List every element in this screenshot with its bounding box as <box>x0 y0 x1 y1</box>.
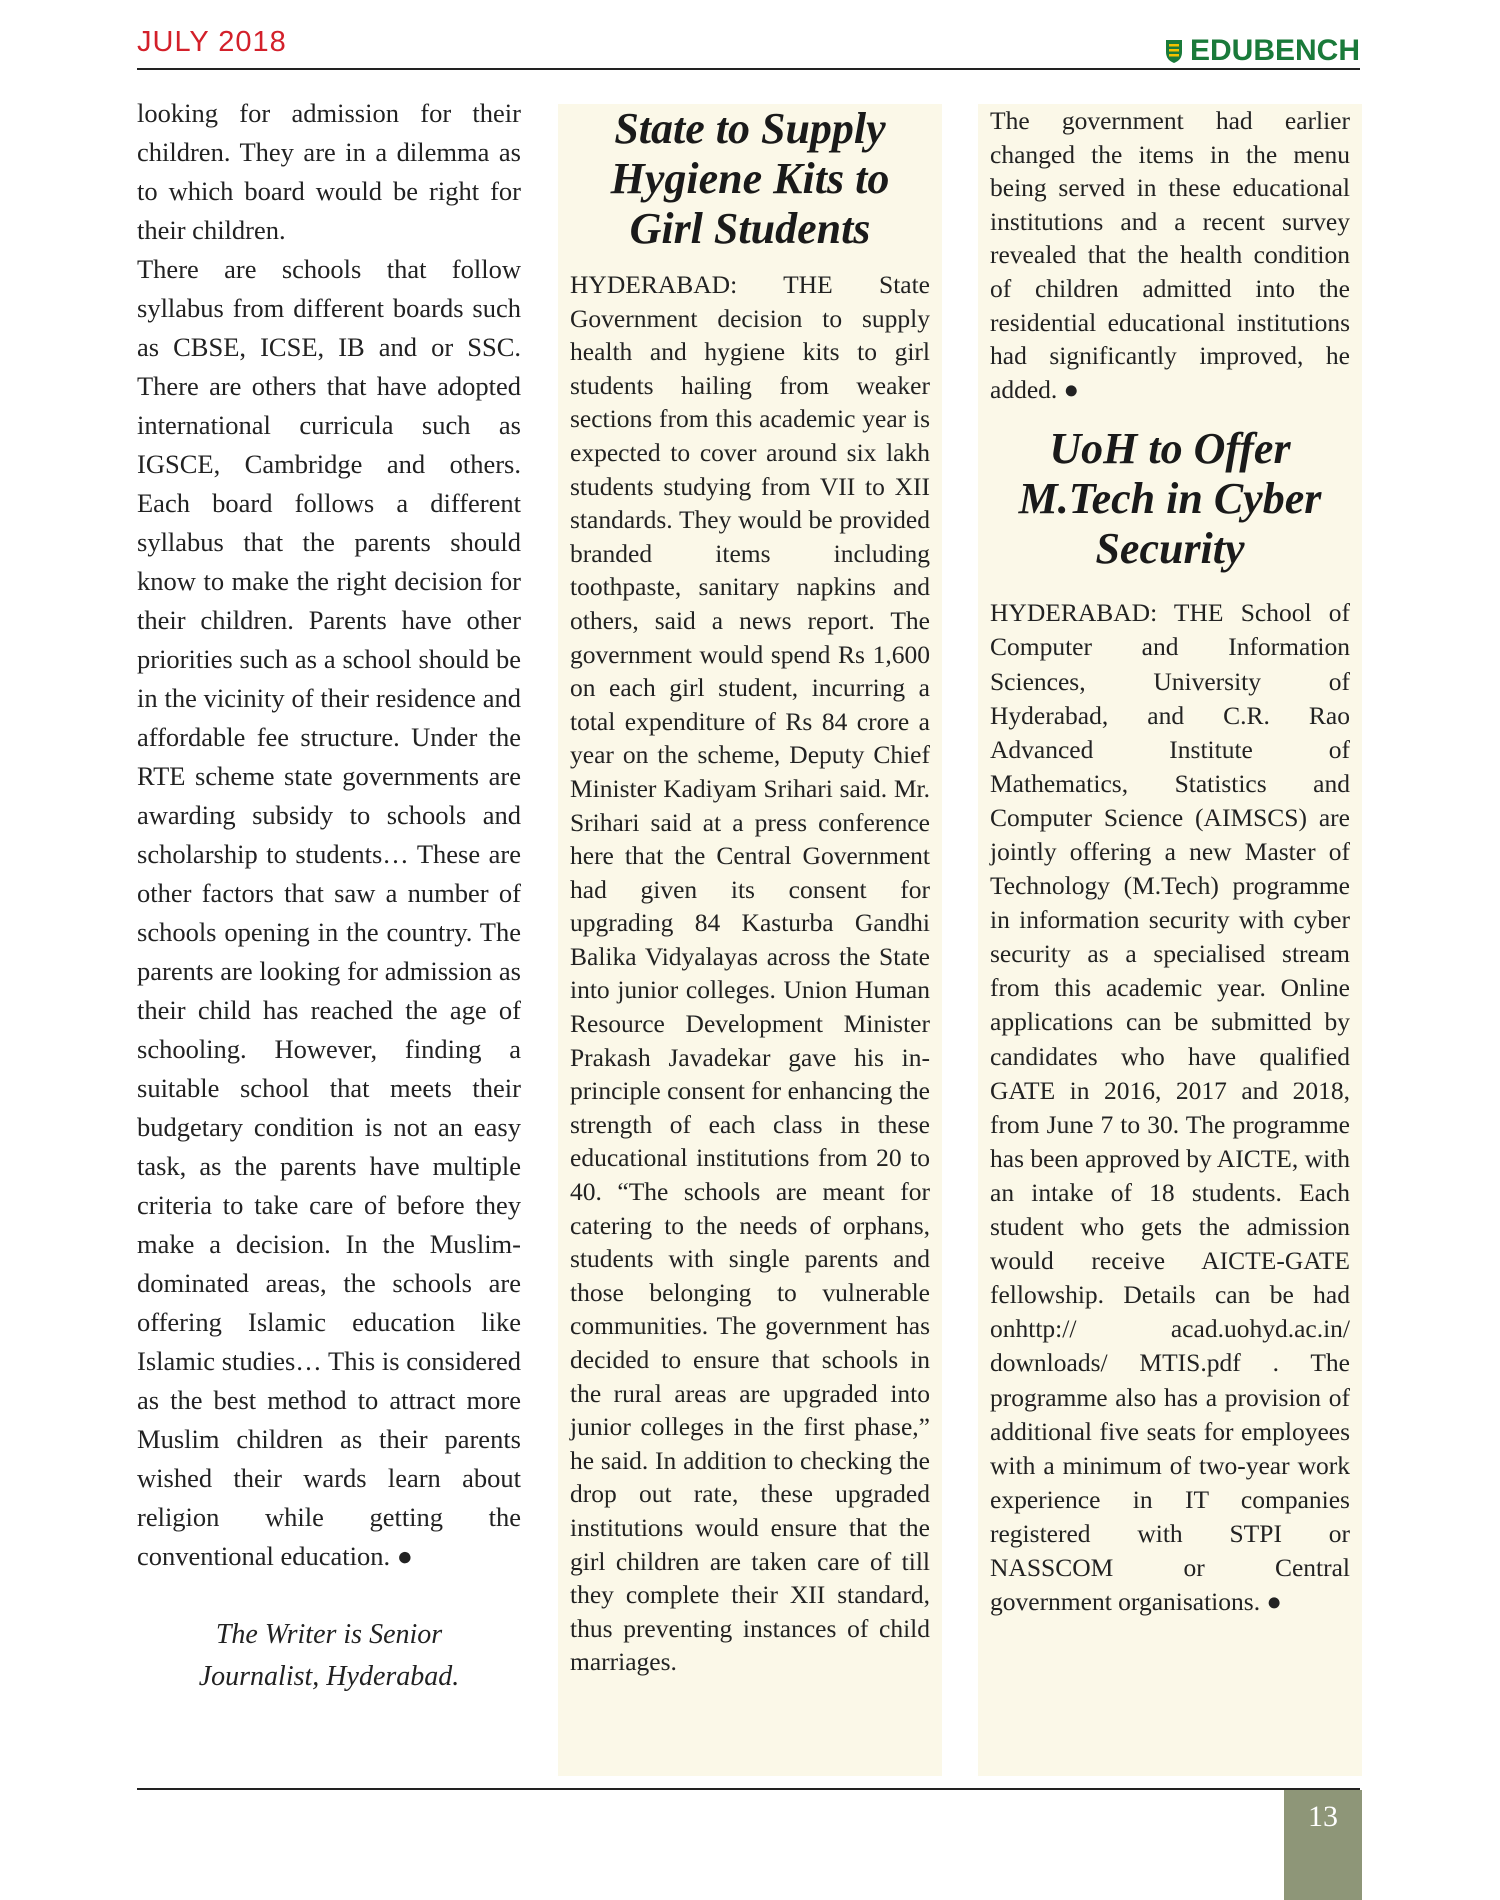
header-rule <box>137 68 1360 70</box>
column-right-article <box>978 104 1362 1776</box>
article-body: The government had earlier changed the items in the menu being served in these educational institutions and a recent survey revealed that the health condition of children admitted into the residential educational institutions had significantly improved, he added. ● <box>990 106 1350 404</box>
byline-line: The Writer is Senior <box>215 1619 443 1650</box>
article-body: HYDERABAD: THE School of Computer and Information Sciences, University of Hyderabad, and C.R. Rao Advanced Institute of Mathematics, Statistics and Computer Science (AIMSCS) are jointly offering a new Master of Technology (M.Tech) programme in information security with cyber security as a specialised stream from this academic year. Online applications can be submitted by candidates who have qualified GATE in 2016, 2017 and 2018, from June 7 to 30. The programme has been approved by AICTE, with an intake of 18 students. Each student who gets the admission would receive AICTE-GATE fellowship. Details can be had onhttp:// acad.uohyd.ac.in/ downloads/ MTIS.pdf . The programme also has a provision of additional five seats for employees with a minimum of two-year work experience in IT companies registered with STPI or NASSCOM or Central government organisations. ● <box>990 598 1350 1617</box>
column-middle-article <box>558 104 942 1776</box>
edubench-logo-icon <box>1164 38 1184 64</box>
article-paragraph: There are schools that follow syllabus from different boards such as CBSE, ICSE, IB and or SSC. There are others that have adopted international curricula such as IGSCE, Cambridge and others. Each board follows a different syllabus that the parents should know to make the right decision for their children. Parents have other priorities such as a school should be in the vicinity of their residence and affordable fee structure. Under the RTE scheme state governments are awarding subsidy to schools and scholarship to students… These are other factors that saw a number of schools opening in the country. The parents are looking for admission as their child has reached the age of schooling. However, finding a suitable school that meets their budgetary condition is not an easy task, as the parents have multiple criteria to take care of before they make a decision. In the Muslim-dominated areas, the schools are offering Islamic education like Islamic studies… This is considered as the best method to attract more Muslim children as their parents wished their wards learn about religion while getting the conventional education. ● <box>137 254 521 1571</box>
footer-rule <box>137 1788 1360 1790</box>
article-headline: State to Supply Hygiene Kits to Girl Students <box>610 104 890 253</box>
brand-name: EDUBENCH <box>1189 34 1360 67</box>
article-paragraph: looking for admission for their children. They are in a dilemma as to which board would be right for their children. <box>137 98 521 245</box>
byline-line: Journalist, Hyderabad. <box>198 1661 460 1692</box>
author-byline <box>137 1614 521 1698</box>
brand-logo <box>1164 34 1360 68</box>
issue-date: JULY 2018 <box>137 26 287 58</box>
article-body: HYDERABAD: THE State Government decision to supply health and hygiene kits to girl students hailing from weaker sections from this academic year is expected to cover around six lakh students studying from VII to XII standards. They would be provided branded items including toothpaste, sanitary napkins and others, said a news report. The government would spend Rs 1,600 on each girl student, incurring a total expenditure of Rs 84 crore a year on the scheme, Deputy Chief Minister Kadiyam Srihari said. Mr. Srihari said at a press conference here that the Central Government had given its consent for upgrading 84 Kasturba Gandhi Balika Vidyalayas across the State into junior colleges. Union Human Resource Development Minister Prakash Javadekar gave his in-principle consent for enhancing the strength of each class in these educational institutions from 20 to 40. “The schools are meant for catering to the needs of orphans, students with single parents and those belonging to vulnerable communities. The government has decided to ensure that schools in the rural areas are upgraded into junior colleges in the first phase,” he said. In addition to checking the drop out rate, these upgraded institutions would ensure that the girl children are taken care of till they complete their XII standard, thus preventing instances of child marriages. <box>570 270 930 1677</box>
column-left <box>137 94 521 1698</box>
article-headline: UoH to Offer M.Tech in Cyber Security <box>1018 424 1322 574</box>
page-number: 13 <box>1308 1800 1338 1833</box>
